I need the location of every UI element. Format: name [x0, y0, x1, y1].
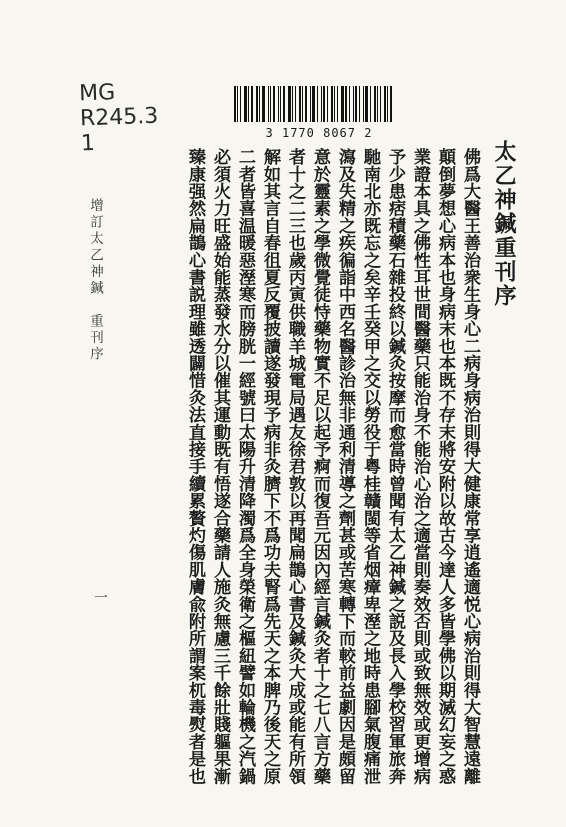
barcode-bar: [237, 86, 238, 122]
barcode-bar: [359, 86, 360, 122]
barcode-bar: [353, 86, 354, 122]
barcode-bar: [370, 86, 371, 122]
barcode-bar: [345, 86, 347, 122]
barcode-bar: [380, 86, 381, 122]
text-column-6: 瀉及失精之疾徧詣中西名醫診治無非通利清導之劑甚或苦寒轉下而較前益劇因是頗留: [335, 148, 355, 785]
barcode-bar: [327, 86, 328, 122]
barcode-bar: [305, 86, 307, 122]
barcode-bar: [355, 86, 357, 122]
barcode-number: 3 1770 8067 2: [265, 126, 373, 140]
barcode-bar: [334, 86, 335, 122]
page-number: 一: [92, 590, 108, 604]
callno-line-3: 1: [80, 130, 96, 157]
barcode-bar: [384, 86, 386, 122]
barcode-bar: [295, 86, 296, 122]
text-column-10: 二者皆喜温暖惡溼寒而膀胱一經號曰太陽升清降濁爲全身榮衛之樞紐譬如輪機之汽鍋: [235, 148, 255, 785]
preface-title: 太乙神鍼重刊序: [491, 140, 517, 308]
barcode-bar: [377, 86, 378, 122]
barcode-bar: [323, 86, 325, 122]
handwritten-call-number: [79, 79, 160, 157]
text-column-3: 業證本具之佛性耳世間醫藥只能治身不能治心治之適當則奏效否則或致無效或更增病: [410, 148, 430, 785]
barcode-bar: [310, 86, 311, 122]
barcode-bar: [268, 86, 269, 122]
barcode-bar: [288, 86, 291, 122]
text-column-12: 臻康强然扁鵲心書説理雖透闢惜灸法直接手續累贅灼傷肌膚兪附所謂案杌毒熨者是也: [185, 148, 205, 785]
text-column-1: 佛爲大醫王善治衆生身心二病身病治則得大健康常享逍遙適悦心病治則得大智慧遠離: [460, 148, 480, 785]
barcode-bar: [278, 86, 279, 122]
barcode-bar: [270, 86, 271, 122]
barcode-bar: [280, 86, 281, 122]
barcode-bar: [341, 86, 344, 122]
running-header: 增訂太乙神鍼 重刊序: [87, 198, 103, 363]
barcode-bar: [244, 86, 247, 122]
callno-line-1: MG: [78, 80, 116, 107]
text-column-7: 意於靈素之學微覺徒恃藥物實不足以起予痾而復吾元因內經言鍼灸者十之七八言方藥: [310, 148, 330, 785]
barcode-bar: [292, 86, 293, 122]
barcode-bar: [273, 86, 275, 122]
barcode-bar: [363, 86, 364, 122]
barcode-label: [234, 86, 404, 124]
barcode-bar: [251, 86, 253, 122]
barcode-bar: [349, 86, 350, 122]
barcode-bar: [259, 86, 260, 122]
text-column-11: 必須火力旺盛始能蒸發水分以催其運動既有悟遂合藥請人施灸無慮三千餘壯賤軀果漸: [210, 148, 230, 785]
barcode-bar: [331, 86, 333, 122]
barcode-bar: [317, 86, 318, 122]
barcode-bar: [390, 86, 392, 122]
barcode-bar: [321, 86, 322, 122]
barcode-bar: [299, 86, 301, 122]
barcode-bar: [240, 86, 241, 122]
barcode-bar: [248, 86, 249, 122]
barcode-bar: [365, 86, 368, 122]
text-column-4: 予少患痞積藥石雜投終以鍼灸按摩而愈當時曾聞有太乙神鍼之説及長入學校習軍旅奔: [385, 148, 405, 785]
barcode-icon: [234, 86, 404, 122]
barcode-bar: [312, 86, 315, 122]
text-column-8: 者十之二三也歲丙寅供職羊城電局遇友徐君敦以再聞扁鵲心書及鍼灸大成或能有所領: [285, 148, 305, 785]
barcode-bar: [256, 86, 258, 122]
barcode-bar: [302, 86, 303, 122]
barcode-bar: [387, 86, 388, 122]
text-column-9: 解如其言自春徂夏反覆披讀遂發現予病非灸臍下不爲功夫腎爲先天之本脾乃後天之原: [260, 148, 280, 785]
barcode-bar: [374, 86, 376, 122]
callno-line-2: R245.3: [79, 103, 159, 132]
text-column-5: 馳南北亦既忘之矣辛壬癸甲之交以勞役于粤桂贛閩等省烟瘴卑溼之地時患腳氣腹痛泄: [360, 148, 380, 785]
barcode-bar: [283, 86, 285, 122]
text-column-2: 顛倒夢想心病本也身病末也本既不存末將安附以故古今達人多皆學佛以期滅幻妄之惑: [435, 148, 455, 785]
barcode-bar: [337, 86, 338, 122]
barcode-bar: [234, 86, 236, 122]
barcode-bar: [262, 86, 265, 122]
